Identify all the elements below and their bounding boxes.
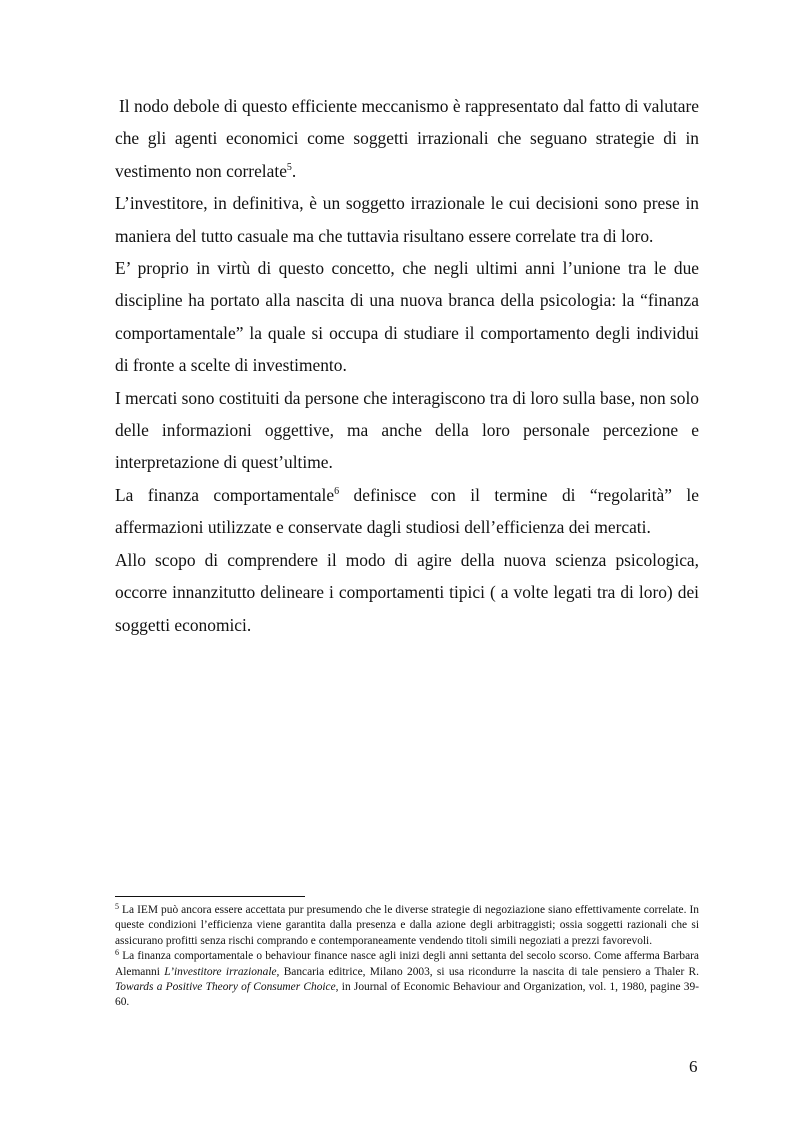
footnote-6-text-3: , in Journal of Economic Behaviour and Organization, vol. 1, 1980, pagine 39-60. bbox=[115, 981, 699, 1009]
footnote-ref-6[interactable]: 6 bbox=[334, 485, 340, 497]
paragraph-6: Allo scopo di comprendere il modo di agire della nuova scienza psicologica, occorre innanzitutto delineare i comportamenti tipici ( a volte legati tra di loro) dei soggetti economici. bbox=[115, 549, 699, 635]
paragraph-3: E’ proprio in virtù di questo concetto, che negli ultimi anni l’unione tra le due discipline ha portato alla nascita di una nuova branca della psicologia: la “finanza comportamentale” la quale si occupa di studiare il comportamento degli individui di fronte a scelte di investimento. bbox=[115, 258, 699, 376]
page-number: 6 bbox=[689, 1057, 698, 1076]
footnote-5 bbox=[115, 903, 699, 949]
paragraph-1 bbox=[115, 90, 699, 187]
footnote-6-article-title: Towards a Positive Theory of Consumer Choice bbox=[115, 981, 336, 994]
footnote-6-text-2: Bancaria editrice, Milano 2003, si usa ricondurre la nascita di tale pensiero a Thaler R. bbox=[279, 965, 699, 978]
footnote-6-text-1: La finanza comportamentale o behaviour finance nasce agli inizi degli anni settanta del secolo scorso. Come afferma Barbara Alemanni bbox=[115, 950, 699, 978]
footnote-6-book-title: L’investitore irrazionale, bbox=[164, 965, 280, 978]
paragraph-4: I mercati sono costituiti da persone che interagiscono tra di loro sulla base, non solo delle informazioni oggettive, ma anche della loro personale percezione e interpretazione di quest’ultime. bbox=[115, 387, 699, 473]
footnote-6 bbox=[115, 949, 699, 1011]
paragraph-5-text-before: La finanza comportamentale bbox=[115, 484, 335, 505]
footnote-5-number: 5 bbox=[115, 902, 119, 911]
footnote-5-text: La IEM può ancora essere accettata pur presumendo che le diverse strategie di negoziazione siano effettivamente correlate. In queste condizioni l’efficienza viene garantita dalla presenza e dalla azione degli arbitraggisti; ossia soggetti razionali che si assicurano profitti senza rischi comprando e contemporaneamente vendendo titoli simili negoziati a prezzi favorevoli. bbox=[115, 904, 699, 947]
paragraph-2: L’investitore, in definitiva, è un soggetto irrazionale le cui decisioni sono prese in maniera del tutto casuale ma che tuttavia risultano essere correlate tra di loro. bbox=[115, 193, 699, 246]
footnotes bbox=[115, 903, 699, 1011]
footnote-ref-5[interactable]: 5 bbox=[286, 161, 292, 173]
footnote-separator bbox=[115, 896, 305, 897]
paragraph-1-end: . bbox=[291, 160, 297, 181]
footnote-6-number: 6 bbox=[115, 948, 119, 958]
main-text bbox=[115, 90, 699, 641]
paragraph-5-text-after: definisce con il termine di “regolarità” le affermazioni utilizzate e conservate dagli studiosi dell’efficienza dei mercati. bbox=[115, 484, 699, 538]
paragraph-5 bbox=[115, 479, 699, 544]
paragraph-1-text: Il nodo debole di questo efficiente meccanismo è rappresentato dal fatto di valutare che gli agenti economici come soggetti irrazionali che seguano strategie di in vestimento non correlate bbox=[115, 96, 699, 181]
